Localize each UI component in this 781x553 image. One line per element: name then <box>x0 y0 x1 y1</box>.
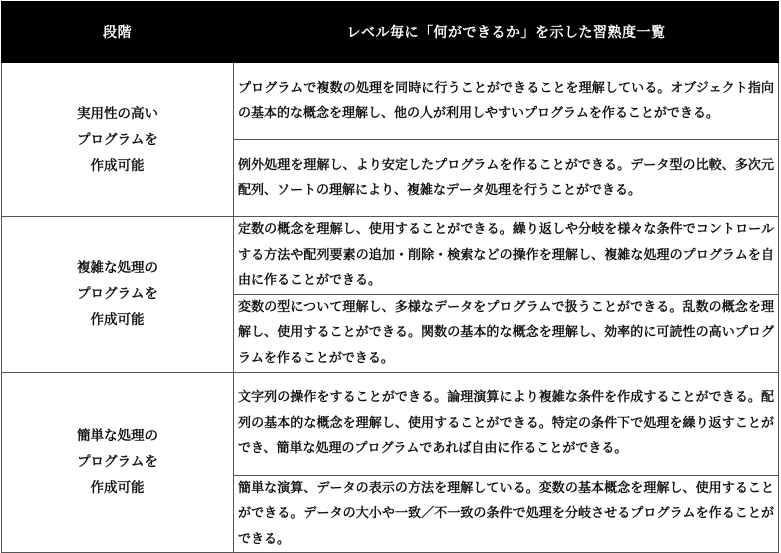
description-cell: 例外処理を理解し、より安定したプログラムを作ることができる。データ型の比較、多次元配列、ソートの理解により、複雑なデータ処理を行うことができる。 <box>234 140 779 217</box>
header-description <box>234 2 779 63</box>
stage-line: 作成可能 <box>90 480 145 497</box>
stage-cell-complex <box>2 217 234 373</box>
description-cell: 文字列の操作をすることができる。論理演算により複雑な条件を作成することができる。配列の基本的な概念を理解し、使用することができる。特定の条件下で処理を繰り返すことができ、簡単な処理のプログラムであれば自由に作ることができる。 <box>234 372 779 475</box>
stage-line: プログラムを <box>77 131 158 148</box>
table-row <box>2 372 779 475</box>
stage-line: 作成可能 <box>90 312 145 329</box>
stage-line: 作成可能 <box>90 157 145 174</box>
header-stage-label: 段階 <box>103 25 132 41</box>
stage-cell-simple <box>2 372 234 553</box>
stage-line: プログラムを <box>77 454 158 471</box>
stage-line: 複雑な処理の <box>77 260 158 277</box>
proficiency-table-container <box>1 1 780 547</box>
description-cell: 簡単な演算、データの表示の方法を理解している。変数の基本概念を理解し、使用することができる。データの大小や一致／不一致の条件で処理を分岐させるプログラムを作ることができる。 <box>234 475 779 553</box>
header-description-label: レベル毎に「何ができるか」を示した習熟度一覧 <box>346 25 666 41</box>
table-row <box>2 63 779 140</box>
description-cell: 定数の概念を理解し、使用することができる。繰り返しや分岐を様々な条件でコントロールする方法や配列要素の追加・削除・検索などの操作を理解し、複雑な処理のプログラムを自由に作ることができる。 <box>234 217 779 295</box>
table-row <box>2 217 779 295</box>
description-cell: 変数の型について理解し、多様なデータをプログラムで扱うことができる。乱数の概念を理解し、使用することができる。関数の基本的な概念を理解し、効率的に可読性の高いプログラムを作ることができる。 <box>234 294 779 372</box>
stage-line: 実用性の高い <box>77 105 158 122</box>
table-header-row <box>2 2 779 63</box>
stage-line: プログラムを <box>77 286 158 303</box>
proficiency-table <box>1 1 779 553</box>
description-cell: プログラムで複数の処理を同時に行うことができることを理解している。オブジェクト指向の基本的な概念を理解し、他の人が利用しやすいプログラムを作ることができる。 <box>234 63 779 140</box>
stage-cell-practical <box>2 63 234 217</box>
header-stage <box>2 2 234 63</box>
stage-line: 簡単な処理の <box>77 428 158 445</box>
